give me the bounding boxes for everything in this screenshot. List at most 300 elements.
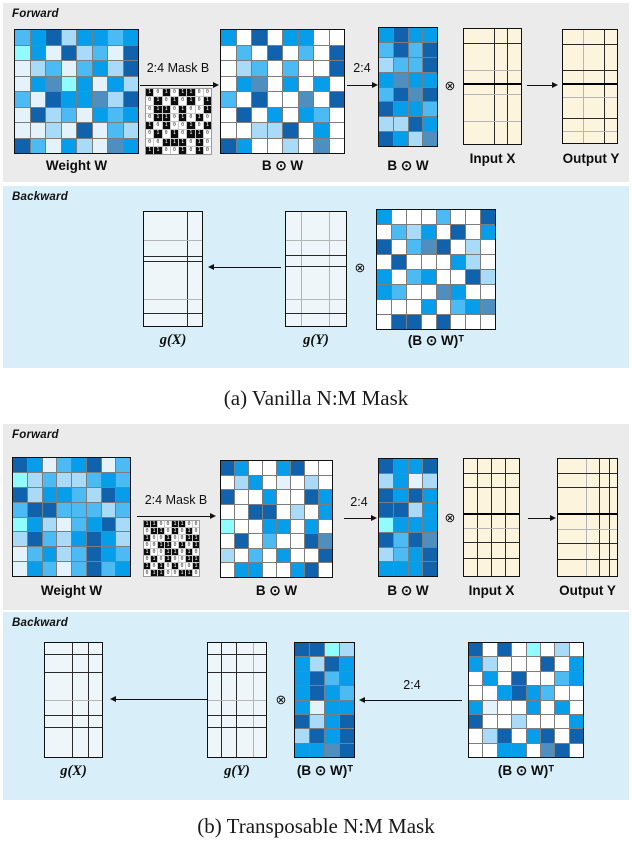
matrix-cell [541,643,554,656]
matrix-cell [379,533,393,547]
matrix-cell [291,476,304,490]
matrix-cell [283,108,298,123]
matrix-cell [124,30,139,45]
matrix-cell [466,225,480,239]
matrix-cell [43,562,57,576]
mask-cell: 1 [171,130,178,137]
matrix-cell [512,701,525,714]
matrix-cell [46,61,61,76]
backward-section-b [3,612,629,800]
input-x-grid-b [463,458,520,577]
matrix-cell [466,285,480,299]
matrix-cell [394,58,408,72]
matrix-cell [407,315,421,329]
matrix-cell [422,225,436,239]
mask-cell: 1 [163,139,170,146]
matrix-cell [263,549,276,563]
matrix-cell [57,488,71,502]
grid-hline [464,473,519,474]
matrix-cell [305,563,318,577]
mask-cell: 0 [154,122,161,129]
mask-cell: 0 [194,569,198,576]
grid-hline [45,715,102,716]
matrix-cell [295,729,309,742]
matrix-cell [325,686,339,699]
masked-label-a: B ⊙ W [261,158,304,173]
matrix-cell [57,503,71,517]
matrix-cell [93,123,108,138]
matrix-cell [340,657,354,670]
output-arrow-b [528,518,554,519]
grid-hline [464,542,519,543]
matrix-cell [340,672,354,685]
mask-cell: 0 [173,541,177,548]
weight-label-b: Weight W [40,583,103,598]
matrix-cell [295,744,309,757]
matrix-cell [268,108,283,123]
matrix-cell [340,701,354,714]
compress-arrow-b [344,518,375,519]
matrix-cell [330,92,345,107]
matrix-cell [77,139,92,154]
mask-cell: 0 [173,534,177,541]
matrix-cell [268,30,283,45]
matrix-cell [379,503,393,517]
matrix-cell [392,315,406,329]
mask-cell: 0 [180,534,184,541]
mask-cell: 1 [173,527,177,534]
mask-cell: 1 [173,562,177,569]
matrix-cell [291,534,304,548]
grid-hline [286,313,346,314]
matrix-cell [451,315,465,329]
matrix-cell [437,300,451,314]
matrix-cell [28,518,42,532]
grid-hline [558,529,617,530]
matrix-cell [570,715,583,728]
mask-cell: 0 [159,555,163,562]
grid-hline [464,43,521,44]
compressed-label-a: B ⊙ W [387,158,429,173]
matrix-cell [295,701,309,714]
matrix-cell [102,473,116,487]
matrix-cell [72,458,86,472]
matrix-cell [423,102,437,116]
matrix-cell [62,61,77,76]
mask-cell: 1 [179,139,186,146]
matrix-cell [392,255,406,269]
mask-cell: 0 [179,130,186,137]
matrix-cell [116,458,130,472]
matrix-cell [314,61,329,76]
matrix-cell [116,518,130,532]
matrix-cell [15,92,30,107]
matrix-cell [235,563,248,577]
grid-hline [45,672,102,673]
matrix-cell [299,30,314,45]
grid-hline [464,528,519,529]
grad-y-grid-b [207,642,267,758]
matrix-cell [57,473,71,487]
matrix-cell [62,46,77,61]
mask-cell: 0 [204,147,211,154]
matrix-cell [570,686,583,699]
matrix-cell [325,715,339,728]
matrix-cell [43,488,57,502]
matrix-cell [235,520,248,534]
matrix-cell [77,30,92,45]
matrix-cell [108,77,123,92]
matrix-cell [451,210,465,224]
matrix-cell [394,102,408,116]
mask-cell: 0 [171,114,178,121]
matrix-cell [469,686,482,699]
matrix-cell [469,672,482,685]
compress-label-b: 2:4 [350,495,368,509]
grid-vline [494,29,495,144]
matrix-cell [570,672,583,685]
matrix-cell [46,92,61,107]
matrix-cell [43,518,57,532]
compressed-matrix-b [378,458,438,577]
masked-label-b: B ⊙ W [255,583,298,598]
matrix-cell [263,520,276,534]
output-y-grid-b [557,458,618,577]
mask-cell: 1 [187,130,194,137]
matrix-cell [13,562,27,576]
matrix-cell [340,686,354,699]
matrix-cell [237,139,252,154]
matrix-cell [512,657,525,670]
matrix-cell [422,240,436,254]
matrix-cell [394,489,408,503]
matrix-cell [77,108,92,123]
matrix-cell [46,123,61,138]
matrix-cell [394,88,408,102]
matrix-cell [249,505,262,519]
matrix-cell [93,108,108,123]
matrix-cell [305,505,318,519]
matrix-cell [57,532,71,546]
matrix-cell [570,744,583,757]
matrix-cell [13,503,27,517]
mask-cell: 1 [166,548,170,555]
matrix-cell [314,92,329,107]
matrix-cell [221,461,234,475]
mask-cell: 0 [179,122,186,129]
matrix-cell [295,686,309,699]
mask-cell: 0 [152,534,156,541]
mask-cell: 0 [187,139,194,146]
matrix-cell [62,139,77,154]
matrix-cell [422,270,436,284]
mask-cell: 0 [163,147,170,154]
matrix-cell [235,505,248,519]
matrix-cell [13,547,27,561]
matrix-cell [31,61,46,76]
mask-arrow-b [137,516,214,517]
matrix-cell [466,240,480,254]
matrix-cell [283,30,298,45]
matrix-cell [77,123,92,138]
matrix-cell [108,123,123,138]
mask-cell: 0 [145,555,149,562]
backward-label-a: Backward [12,191,68,203]
matrix-cell [379,132,393,146]
matrix-cell [249,563,262,577]
matrix-cell [263,563,276,577]
matrix-cell [377,240,391,254]
matrix-cell [409,489,423,503]
grid-hline [208,700,266,701]
masked-matrix-a [220,29,345,154]
mask-cell: 1 [166,541,170,548]
matrix-cell [13,488,27,502]
grid-vline [604,30,605,143]
matrix-cell [221,46,236,61]
matrix-cell [527,643,540,656]
matrix-cell [263,476,276,490]
matrix-cell [263,461,276,475]
matrix-cell [379,548,393,562]
matrix-cell [392,285,406,299]
matrix-cell [13,518,27,532]
matrix-cell [221,123,236,138]
matrix-cell [46,30,61,45]
otimes-icon-b-forward: ⊗ [444,510,456,525]
matrix-cell [15,108,30,123]
grad-y-label-b: g(Y) [224,763,250,779]
matrix-cell [377,210,391,224]
grid-vline [507,29,508,144]
matrix-cell [235,476,248,490]
mask-cell: 1 [159,527,163,534]
matrix-cell [451,270,465,284]
matrix-cell [319,505,332,519]
matrix-cell [124,108,139,123]
matrix-cell [541,744,554,757]
matrix-cell [423,43,437,57]
matrix-cell [512,643,525,656]
matrix-cell [102,532,116,546]
matrix-cell [31,30,46,45]
matrix-cell [249,461,262,475]
matrix-cell [325,643,339,656]
matrix-cell [237,46,252,61]
matrix-cell [423,533,437,547]
matrix-cell [221,563,234,577]
matrix-cell [72,518,86,532]
matrix-cell [451,285,465,299]
matrix-cell [116,532,130,546]
matrix-cell [481,240,495,254]
matrix-cell [310,657,324,670]
mask-cell: 0 [152,548,156,555]
matrix-cell [409,459,423,473]
matrix-cell [221,108,236,123]
mask-cell: 0 [187,562,191,569]
matrix-cell [423,132,437,146]
matrix-cell [62,123,77,138]
matrix-cell [407,255,421,269]
mask-cell: 1 [152,555,156,562]
matrix-cell [377,255,391,269]
mask-cell: 0 [173,555,177,562]
mask-cell: 0 [163,130,170,137]
matrix-cell [299,77,314,92]
matrix-cell [93,92,108,107]
matrix-cell [299,123,314,138]
grid-hline [558,487,617,488]
matrix-cell [28,562,42,576]
masked-matrix-b [220,460,333,578]
matrix-cell [379,474,393,488]
grid-hline [563,97,617,98]
matrix-cell [57,458,71,472]
matrix-cell [469,701,482,714]
grad-y-label-a: g(Y) [303,332,329,348]
matrix-cell [314,77,329,92]
matrix-cell [235,549,248,563]
otimes-icon-b-backward: ⊗ [275,692,287,707]
mask-cell: 1 [204,97,211,104]
matrix-cell [498,701,511,714]
matrix-cell [221,490,234,504]
matrix-cell [394,548,408,562]
matrix-cell [252,108,267,123]
matrix-cell [377,285,391,299]
matrix-cell [423,518,437,532]
mask-cell: 1 [194,534,198,541]
caption-a: (a) Vanilla N:M Mask [223,386,409,410]
grid-hline [286,240,346,241]
matrix-cell [310,715,324,728]
transpose-label-b: (B ⊙ W)ᵀ [497,763,555,778]
mask-cell: 0 [196,122,203,129]
matrix-cell [409,43,423,57]
matrix-cell [555,701,568,714]
matrix-cell [423,489,437,503]
matrix-cell [221,549,234,563]
matrix-cell [252,123,267,138]
matrix-cell [423,562,437,576]
matrix-cell [93,77,108,92]
mask-cell: 1 [154,97,161,104]
mask-cell: 0 [154,139,161,146]
matrix-cell [102,562,116,576]
matrix-cell [407,225,421,239]
matrix-cell [305,490,318,504]
matrix-cell [93,139,108,154]
matrix-cell [422,285,436,299]
mask-cell: 0 [146,139,153,146]
matrix-cell [15,123,30,138]
matrix-cell [394,73,408,87]
mask-cell: 0 [145,569,149,576]
mask-matrix-a [145,88,212,155]
matrix-cell [527,672,540,685]
grid-hline [563,118,617,119]
matrix-cell [325,701,339,714]
matrix-cell [299,46,314,61]
matrix-cell [394,28,408,42]
mask-cell: 0 [146,130,153,137]
mask-cell: 1 [196,130,203,137]
mask-cell: 0 [187,106,194,113]
matrix-cell [379,489,393,503]
matrix-cell [379,73,393,87]
matrix-cell [379,102,393,116]
weight-matrix-b [12,457,131,577]
matrix-cell [319,563,332,577]
matrix-cell [13,458,27,472]
mask-cell: 0 [180,555,184,562]
matrix-cell [28,488,42,502]
matrix-cell [102,503,116,517]
matrix-cell [409,58,423,72]
mask-cell: 0 [145,527,149,534]
matrix-cell [124,92,139,107]
matrix-cell [319,461,332,475]
matrix-cell [43,503,57,517]
matrix-cell [330,61,345,76]
mask-cell: 1 [146,89,153,96]
matrix-cell [409,102,423,116]
matrix-cell [512,672,525,685]
matrix-cell [277,520,290,534]
matrix-cell [124,139,139,154]
transpose-matrix-b [468,642,584,758]
grid-hline [144,256,202,257]
matrix-cell [409,73,423,87]
grid-hline [45,700,102,701]
forward-section-a [3,3,629,182]
matrix-cell [93,30,108,45]
matrix-cell [409,117,423,131]
matrix-cell [407,240,421,254]
matrix-cell [277,534,290,548]
matrix-cell [437,225,451,239]
matrix-cell [498,672,511,685]
matrix-cell [77,92,92,107]
mask-cell: 0 [145,541,149,548]
grid-hline [286,299,346,300]
mask-cell: 1 [145,562,149,569]
matrix-cell [340,744,354,757]
mask-cell: 0 [146,106,153,113]
grid-hline [286,255,346,256]
matrix-cell [31,46,46,61]
matrix-cell [15,77,30,92]
matrix-cell [498,657,511,670]
matrix-cell [409,533,423,547]
grad-x-grid-a [143,211,203,327]
matrix-cell [423,28,437,42]
matrix-cell [409,518,423,532]
mask-cell: 1 [152,520,156,527]
matrix-cell [283,123,298,138]
mask-cell: 0 [146,97,153,104]
matrix-cell [31,123,46,138]
mask-cell: 1 [196,147,203,154]
matrix-cell [392,210,406,224]
matrix-cell [102,458,116,472]
matrix-cell [325,657,339,670]
mask-cell: 0 [152,562,156,569]
mask-cell: 1 [145,520,149,527]
grid-hline [558,473,617,474]
matrix-cell [466,300,480,314]
